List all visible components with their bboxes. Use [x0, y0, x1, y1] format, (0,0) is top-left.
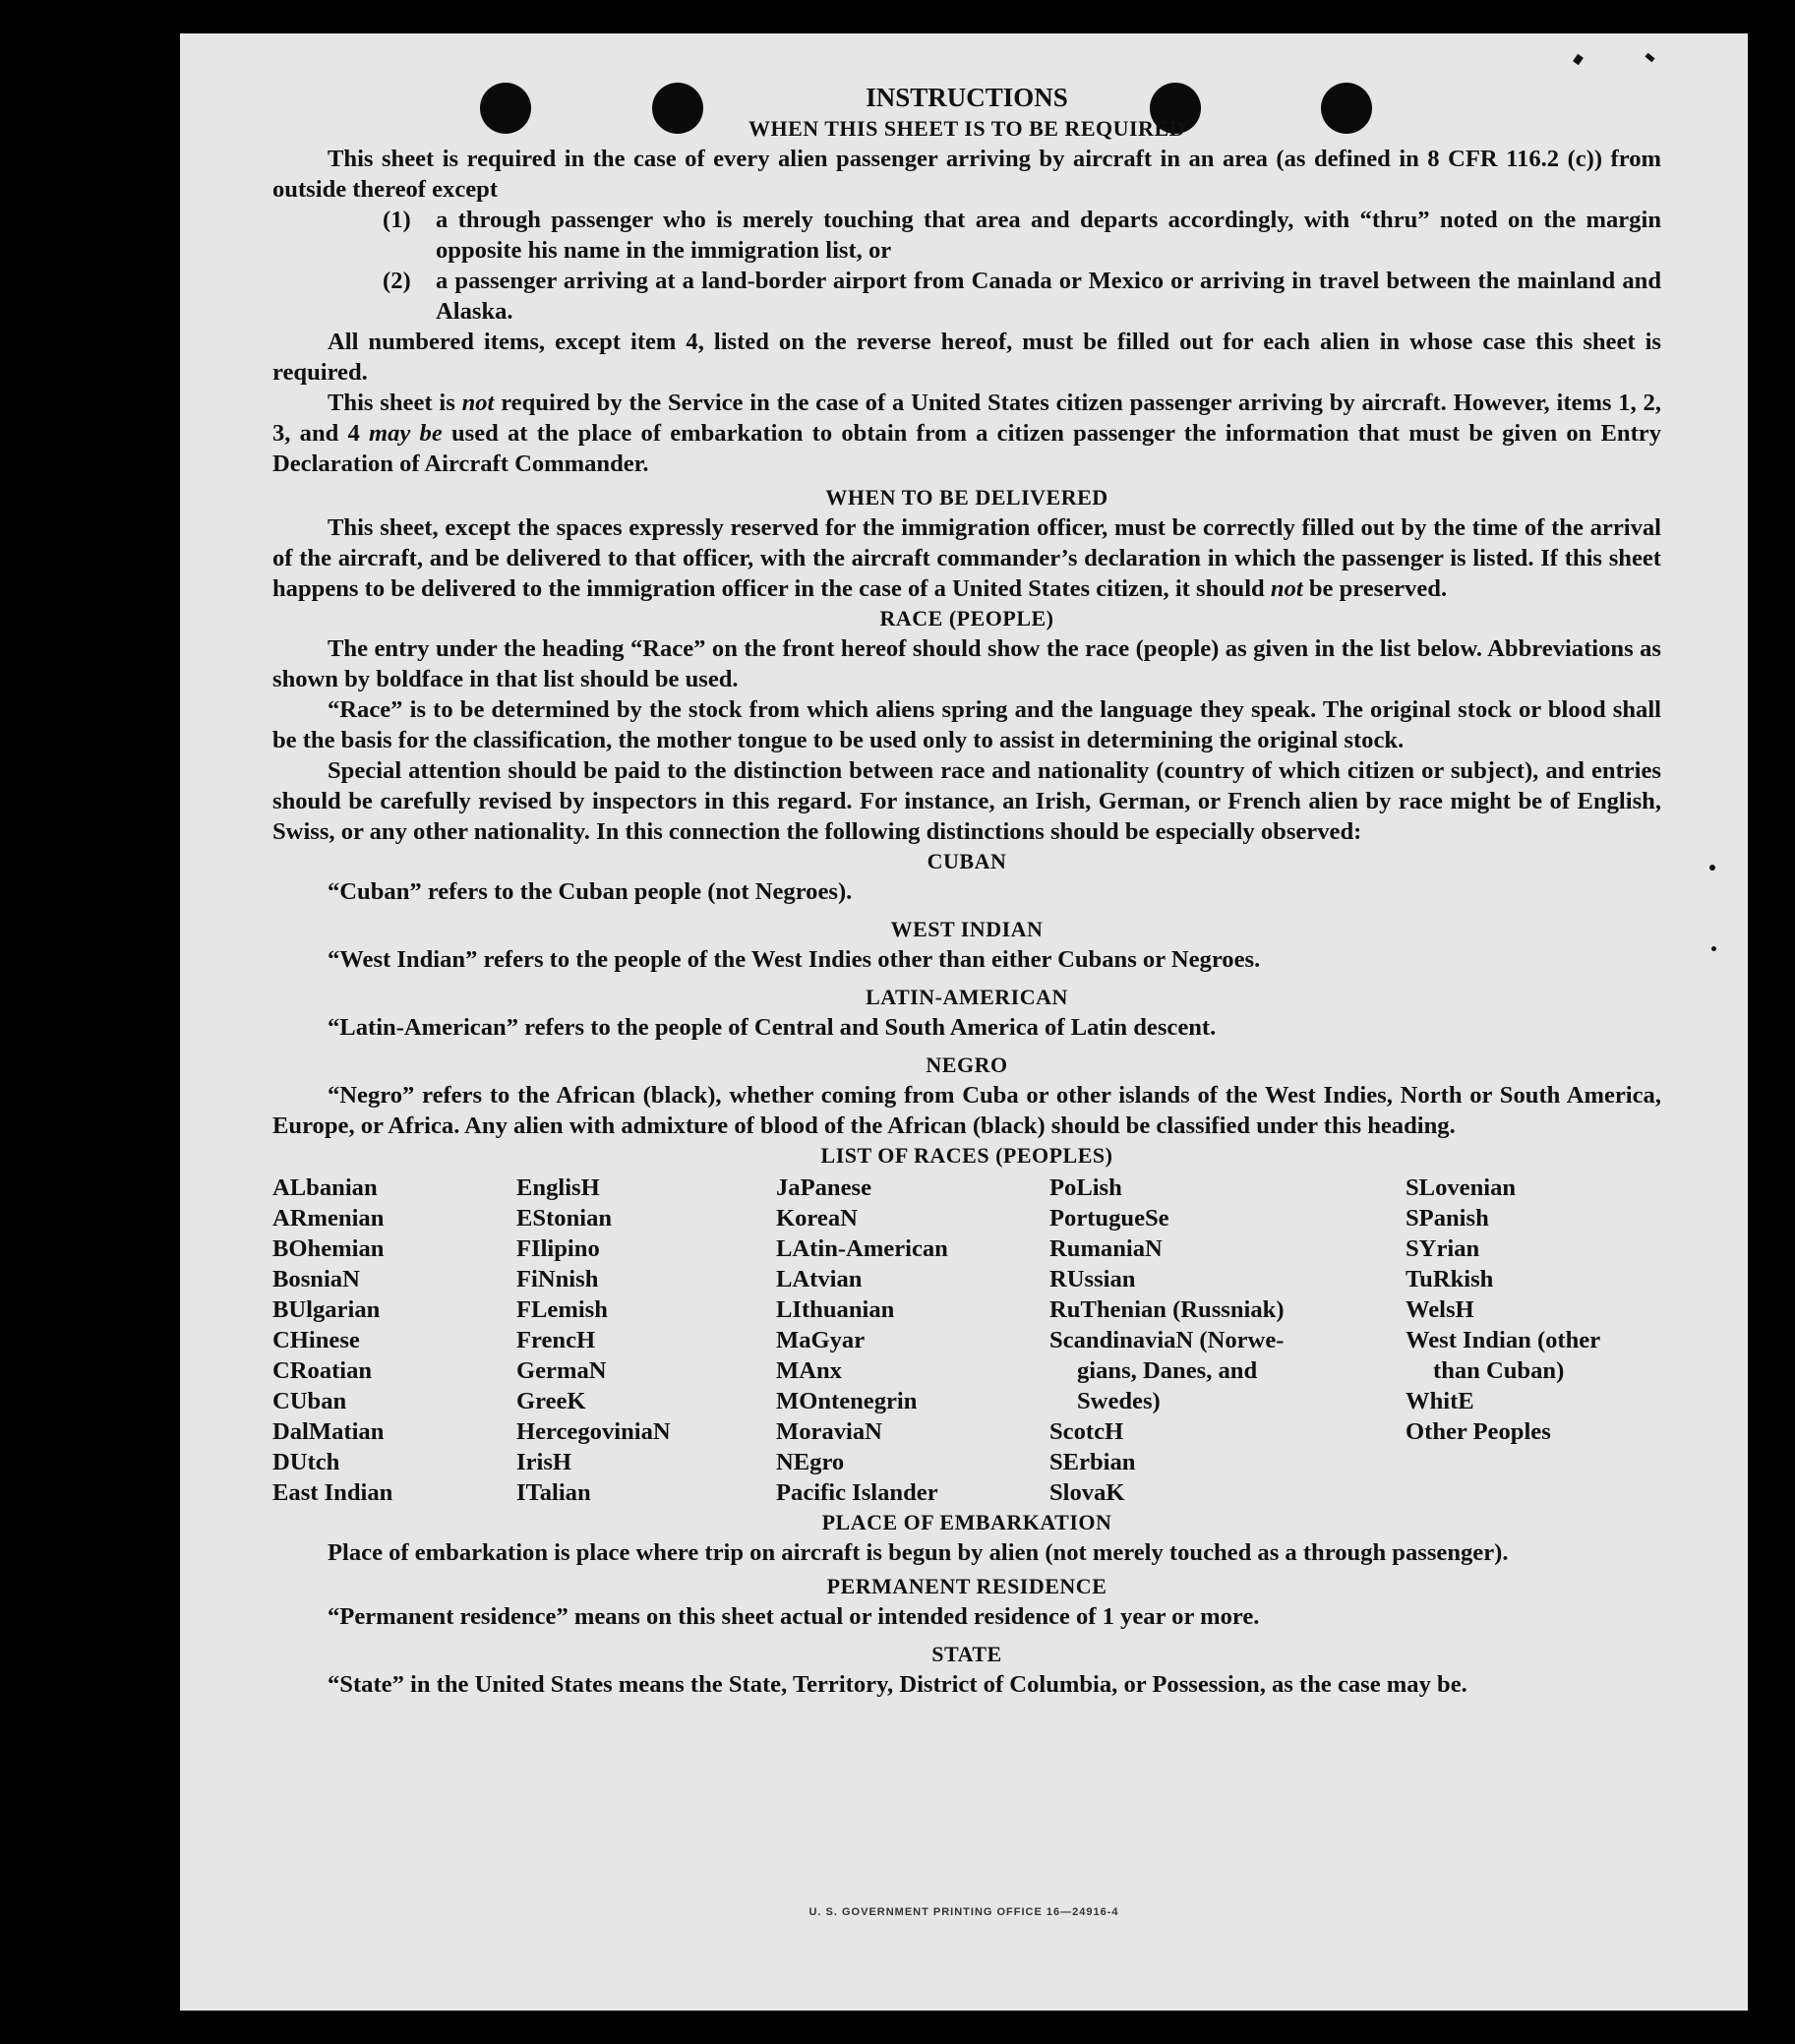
race-item: FLemish	[516, 1296, 608, 1323]
race-item: SYrian	[1406, 1235, 1480, 1262]
paragraph: This sheet, except the spaces expressly reserved for the immigration officer, must be correctly filled out by the time of the arrival of the aircraft, and be delivered to that officer, with the aircraft commander’s declaration in which the passenger is listed. If this sheet happens to be delivered to the immigration officer in the case of a United States citizen, it should not be preserved.	[272, 514, 1661, 602]
race-item: FiNnish	[516, 1266, 599, 1293]
race-item: ARmenian	[272, 1205, 385, 1232]
race-item: West Indian (other	[1406, 1327, 1601, 1353]
page-title: INSTRUCTIONS	[866, 83, 1068, 112]
section-heading: WEST INDIAN	[890, 917, 1044, 941]
race-item: than Cuban)	[1433, 1357, 1565, 1384]
race-item: Swedes)	[1077, 1388, 1161, 1414]
race-column	[776, 1172, 1049, 1508]
paragraph: “Negro” refers to the African (black), whether coming from Cuba or other islands of the West Indies, North or South America, Europe, or Africa. Any alien with admixture of blood of the African (black) should be classified under this heading.	[272, 1082, 1661, 1139]
race-item: CHinese	[272, 1327, 360, 1353]
race-item: RUssian	[1049, 1266, 1136, 1293]
race-item: CRoatian	[272, 1357, 373, 1384]
race-item: MaGyar	[776, 1327, 866, 1353]
race-column	[1406, 1172, 1661, 1508]
race-item: NEgro	[776, 1449, 845, 1475]
race-item: MoraviaN	[776, 1418, 882, 1445]
race-item: GermaN	[516, 1357, 607, 1384]
race-item: SErbian	[1049, 1449, 1136, 1475]
paragraph: “State” in the United States means the State, Territory, District of Columbia, or Possession, as the case may be.	[328, 1671, 1467, 1698]
section-heading: PLACE OF EMBARKATION	[821, 1510, 1112, 1534]
race-item: BosniaN	[272, 1266, 360, 1293]
paragraph: “Cuban” refers to the Cuban people (not Negroes).	[328, 878, 853, 905]
race-item: EnglisH	[516, 1174, 600, 1201]
list-number: (1)	[383, 207, 411, 233]
section-heading: CUBAN	[927, 849, 1007, 873]
paragraph: Place of embarkation is place where trip on aircraft is begun by alien (not merely touched as a through passenger).	[328, 1539, 1509, 1566]
race-item: SLovenian	[1406, 1174, 1517, 1201]
race-column	[272, 1172, 516, 1508]
race-item: CUban	[272, 1388, 347, 1414]
document-page	[180, 33, 1748, 2011]
dust-speck	[1573, 54, 1584, 65]
race-item: gians, Danes, and	[1077, 1357, 1258, 1384]
race-item: KoreaN	[776, 1205, 858, 1232]
paragraph: “Race” is to be determined by the stock from which aliens spring and the language they speak. The original stock or blood shall be the basis for the classification, the mother tongue to be used only to assist in determining the original stock.	[272, 696, 1661, 753]
list-text: a passenger arriving at a land-border airport from Canada or Mexico or arriving in travel between the mainland and Alaska.	[436, 268, 1661, 325]
paragraph: The entry under the heading “Race” on the front hereof should show the race (people) as given in the list below. Abbreviations as shown by boldface in that list should be used.	[272, 635, 1661, 692]
race-item: GreeK	[516, 1388, 586, 1414]
paragraph: Special attention should be paid to the distinction between race and nationality (country of which citizen or subject), and entries should be carefully revised by inspectors in this regard. For instance, an Irish, German, or French alien by race might be of English, Swiss, or any other nationality. In this connection the following distinctions should be especially observed:	[272, 757, 1661, 845]
race-item: DalMatian	[272, 1418, 385, 1445]
race-item: PortugueSe	[1049, 1205, 1169, 1232]
race-item: ALbanian	[272, 1174, 378, 1201]
dust-speck	[1709, 865, 1715, 871]
section-heading: WHEN TO BE DELIVERED	[825, 485, 1108, 510]
paragraph: This sheet is not required by the Service in the case of a United States citizen passenger arriving by aircraft. However, items 1, 2, 3, and 4 may be used at the place of embarkation to obtain from a citizen passenger the information that must be given on Entry Declaration of Aircraft Commander.	[272, 390, 1661, 477]
race-item: HercegoviniaN	[516, 1418, 671, 1445]
race-item: WelsH	[1406, 1296, 1474, 1323]
race-item: EStonian	[516, 1205, 613, 1232]
race-item: BOhemian	[272, 1235, 385, 1262]
race-item: SPanish	[1406, 1205, 1489, 1232]
section-heading: RACE (PEOPLE)	[879, 606, 1054, 631]
race-item: East Indian	[272, 1479, 393, 1506]
race-item: DUtch	[272, 1449, 340, 1475]
race-item: RumaniaN	[1049, 1235, 1163, 1262]
section-heading: PERMANENT RESIDENCE	[826, 1574, 1107, 1598]
section-heading: NEGRO	[926, 1052, 1008, 1077]
race-item: BUlgarian	[272, 1296, 381, 1323]
printing-office-imprint: U. S. GOVERNMENT PRINTING OFFICE 16—24916-4	[808, 1906, 1119, 1918]
section-heading: LATIN-AMERICAN	[866, 985, 1068, 1009]
race-item: PoLish	[1049, 1174, 1122, 1201]
section-heading: WHEN THIS SHEET IS TO BE REQUIRED	[748, 116, 1186, 141]
race-item: ScotcH	[1049, 1418, 1124, 1445]
race-item: Other Peoples	[1406, 1418, 1551, 1445]
race-column	[516, 1172, 776, 1508]
race-item: ScandinaviaN (Norwe-	[1049, 1327, 1285, 1353]
paragraph: All numbered items, except item 4, listed on the reverse hereof, must be filled out for each alien in whose case this sheet is required.	[272, 329, 1661, 386]
race-item: SlovaK	[1049, 1479, 1125, 1506]
race-item: LAtin-American	[776, 1235, 948, 1262]
paragraph: “Permanent residence” means on this sheet actual or intended residence of 1 year or more.	[328, 1603, 1260, 1630]
list-item	[383, 205, 1661, 266]
list-text: a through passenger who is merely touching that area and departs accordingly, with “thru” noted on the margin opposite his name in the immigration list, or	[436, 207, 1661, 264]
dust-speck	[1711, 946, 1716, 951]
paragraph: “Latin-American” refers to the people of Central and South America of Latin descent.	[328, 1014, 1217, 1041]
race-item: WhitE	[1406, 1388, 1474, 1414]
instructions-body	[272, 81, 1661, 1700]
race-item: IrisH	[516, 1449, 572, 1475]
race-item: MAnx	[776, 1357, 842, 1384]
list-number: (2)	[383, 268, 411, 294]
race-item: FIlipino	[516, 1235, 600, 1262]
race-column	[1049, 1172, 1406, 1508]
race-item: LAtvian	[776, 1266, 863, 1293]
section-heading: STATE	[931, 1642, 1002, 1666]
paragraph: “West Indian” refers to the people of the West Indies other than either Cubans or Negroes.	[328, 946, 1261, 973]
dust-speck	[1645, 53, 1654, 63]
race-item: ITalian	[516, 1479, 591, 1506]
race-item: LIthuanian	[776, 1296, 895, 1323]
race-item: MOntenegrin	[776, 1388, 918, 1414]
race-item: Pacific Islander	[776, 1479, 938, 1506]
section-heading: LIST OF RACES (PEOPLES)	[820, 1143, 1113, 1168]
race-list	[272, 1172, 1661, 1508]
list-item	[383, 266, 1661, 327]
paragraph: This sheet is required in the case of every alien passenger arriving by aircraft in an area (as defined in 8 CFR 116.2 (c)) from outside thereof except	[272, 146, 1661, 203]
race-item: FrencH	[516, 1327, 596, 1353]
race-item: JaPanese	[776, 1174, 871, 1201]
race-item: TuRkish	[1406, 1266, 1494, 1293]
race-item: RuThenian (Russniak)	[1049, 1296, 1285, 1323]
